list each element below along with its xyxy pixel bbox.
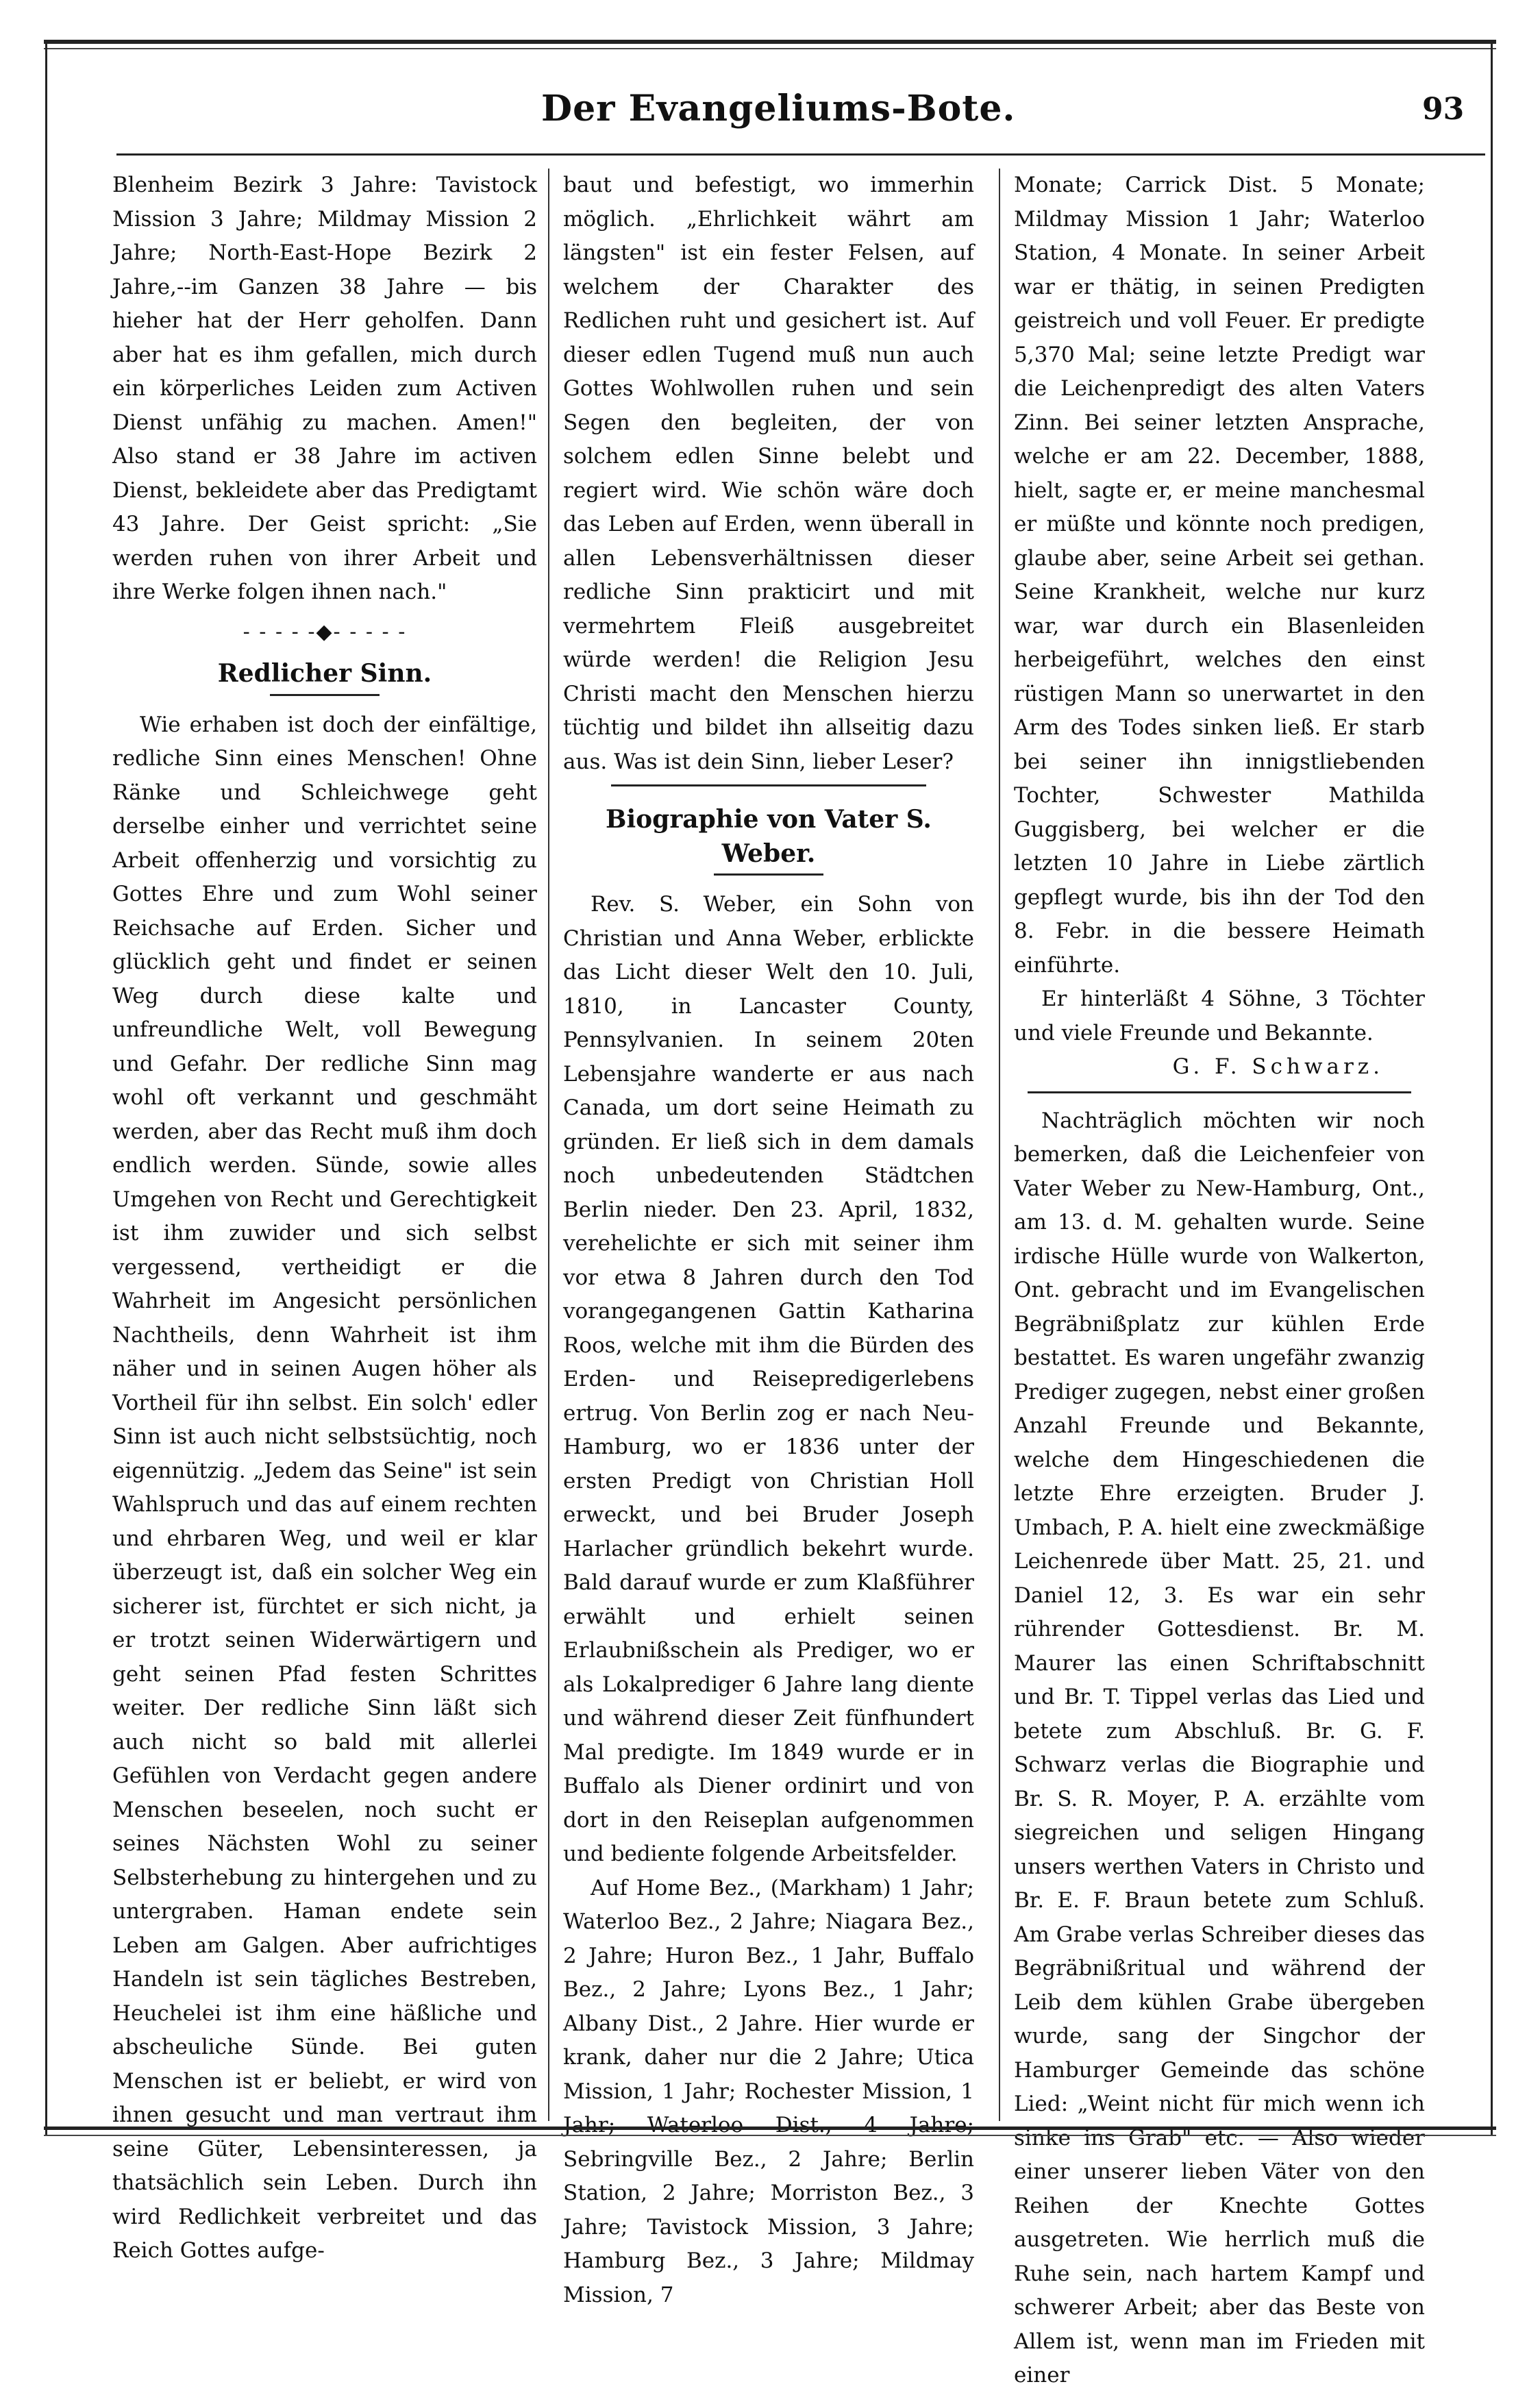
paragraph: Nachträglich möchten wir noch bemerken, daß die Leichenfeier von Vater Weber zu New-Hamburg, Ont., am 13. d. M. gehalten wurde. Seine irdische Hülle wurde von Walkerton, Ont. gebracht und im Evangelischen Begräbnißplatz zur kühlen Erde bestattet. Es waren ungefähr zwanzig Prediger zugegen, nebst einer großen Anzahl Freunde und Bekannte, welche dem Hingeschiedenen die letzte Ehre erzeigten. Bruder J. Umbach, P. A. hielt eine zweckmäßige Leichenrede über Matt. 25, 21. und Daniel 12, 3. Es war ein sehr rührender Gottesdienst. Br. M. Maurer las einen Schriftabschnitt und Br. T. Tippel verlas das Lied und betete zum Abschluß. Br. G. F. Schwarz verlas die Biographie und Br. S. R. Moyer, P. A. erzählte vom siegreichen und seligen Hingang unsers werthen Vaters in Christo und Br. E. F. Braun betete zum Schluß. Am Grabe verlas Schreiber dieses das Begräbnißritual und während der Leib dem kühlen Grabe übergeben wurde, sang der Singchor der Hamburger Gemeinde das schöne Lied: „Weint nicht für mich wenn ich sinke ins Grab" etc. — Also wieder einer unserer lieben Väter von den Reihen der Knechte Gottes ausgetreten. Wie herrlich muß die Ruhe sein, nach hartem Kampf und schwerer Arbeit; aber das Beste von Allem ist, wenn man im Frieden mit einer: [1014, 1108, 1425, 2388]
signature: G. F. Schwarz.: [1172, 1054, 1384, 1079]
paragraph: Rev. S. Weber, ein Sohn von Christian und Anna Weber, erblickte das Licht dieser Welt den 10. Juli, 1810, in Lancaster County, Pennsylvanien. In seinem 20ten Lebensjahre wanderte er aus nach Canada, um dort seine Heimath zu gründen. Er ließ sich in dem damals noch unbedeutenden Städtchen Berlin nieder. Den 23. April, 1832, verehelichte er sich mit seiner ihm vor etwa 8 Jahren durch den Tod vorangegangenen Gattin Katharina Roos, welche mit ihm die Bürden des Erden- und Reisepredigerlebens ertrug. Von Berlin zog er nach Neu-Hamburg, wo er 1836 unter der ersten Predigt von Christian Holl erweckt, und bei Bruder Joseph Harlacher gründlich bekehrt wurde. Bald darauf wurde er zum Klaßführer erwählt und erhielt seinen Erlaubnißschein als Prediger, wo er als Lokalprediger 6 Jahre lang diente und während dieser Zeit fünfhundert Mal predigte. Im 1849 wurde er in Buffalo als Diener ordinirt und von dort in den Reiseplan aufgenommen und bediente folgende Arbeitsfelder.: [563, 892, 974, 1866]
paragraph: Er hinterläßt 4 Söhne, 3 Töchter und viele Freunde und Bekannte.: [1014, 987, 1425, 1045]
section-title: Redlicher Sinn.: [217, 659, 432, 688]
column-1: [112, 169, 537, 2263]
paragraph: Monate; Carrick Dist. 5 Monate; Mildmay Mission 1 Jahr; Waterloo Station, 4 Monate. In seiner Arbeit war er thätig, in seinen Predigten geistreich und voll Feuer. Er predigte 5,370 Mal; seine letzte Predigt war die Leichenpredigt des alten Vaters Zinn. Bei seiner letzten Ansprache, welche er am 22. December, 1888, hielt, sagte er, er meine manchesmal er müßte und könnte noch predigen, glaube aber, seine Arbeit sei gethan. Seine Krankheit, welche nur kurz war, war durch ein Blasenleiden herbeigeführt, welches den einst rüstigen Mann so unerwartet in den Arm des Todes sinken ließ. Er starb bei seiner ihn innigstliebenden Tochter, Schwester Mathilda Guggisberg, bei welcher er die letzten 10 Jahre in Liebe zärtlich gepflegt wurde, bis ihn der Tod den 8. Febr. in die bessere Heimath einführte.: [1014, 173, 1425, 978]
section-separator-rule: [1028, 1091, 1411, 1093]
left-border-rule: [45, 40, 47, 2136]
bottom-border-rule: [44, 2127, 1496, 2130]
column-separator: [548, 169, 549, 2121]
paragraph: Wie erhaben ist doch der einfältige, redliche Sinn eines Menschen! Ohne Ränke und Schleichwege geht derselbe einher und verrichtet seine Arbeit offenherzig und vorsichtig zu Gottes Ehre und zum Wohl seiner Reichsache auf Erden. Sicher und glücklich geht und findet er seinen Weg durch diese kalte und unfreundliche Welt, voll Bewegung und Gefahr. Der redliche Sinn mag wohl oft verkannt und geschmäht werden, aber das Recht muß ihm doch endlich werden. Sünde, sowie alles Umgehen von Recht und Gerechtigkeit ist ihm zuwider und sich selbst vergessend, vertheidigt er die Wahrheit im Angesicht persönlichen Nachtheils, denn Wahrheit ist ihm näher und in seinen Augen höher als Vortheil für ihn selbst. Ein solch' edler Sinn ist auch nicht selbstsüchtig, noch eigennützig. „Jedem das Seine" ist sein Wahlspruch und das auf einem rechten und ehrbaren Weg, und weil er klar überzeugt ist, daß ein solcher Weg ein sicherer ist, fürchtet er sich nicht, ja er trotzt seinen Widerwärtigern und geht seinen Pfad festen Schrittes weiter. Der redliche Sinn läßt sich auch nicht so bald mit allerlei Gefühlen von Verdacht gegen andere Menschen beseelen, noch sucht er seines Nächsten Wohl zu seiner Selbsterhebung zu hintergehen und zu untergraben. Haman endete sein Leben am Galgen. Aber aufrichtiges Handeln ist sein tägliches Bestreben, Heuchelei ist ihm eine häßliche und abscheuliche Sünde. Bei guten Menschen ist er beliebt, er wird von ihnen gesucht und man vertraut ihm seine Güter, Lebensinteressen, ja thatsächlich sein Leben. Durch ihn wird Redlichkeit verbreitet und das Reich Gottes aufge-: [112, 712, 537, 2263]
page-header: [0, 88, 1540, 149]
title-rule: [270, 694, 380, 696]
column-2: [563, 169, 974, 2307]
title-rule: [714, 873, 823, 876]
top-border-rule-thin: [44, 48, 1496, 49]
running-title: Der Evangeliums-Bote.: [541, 88, 1016, 129]
paragraph: Auf Home Bez., (Markham) 1 Jahr; Waterloo Bez., 2 Jahre; Niagara Bez., 2 Jahre; Huron Bez., 1 Jahr, Buffalo Bez., 2 Jahre; Lyons Bez., 1 Jahr; Albany Dist., 2 Jahre. Hier wurde er krank, daher nur die 2 Jahre; Utica Mission, 1 Jahr; Rochester Mission, 1 Jahr; Waterloo Dist., 4 Jahre; Sebringville Bez., 2 Jahre; Berlin Station, 2 Jahre; Morriston Bez., 3 Jahre; Tavistock Mission, 3 Jahre; Hamburg Bez., 3 Jahre; Mildmay Mission, 7: [563, 1875, 974, 2307]
paragraph: Blenheim Bezirk 3 Jahre: Tavistock Mission 3 Jahre; Mildmay Mission 2 Jahre; North-East-Hope Bezirk 2 Jahre,--im Ganzen 38 Jahre — bis hieher hat der Herr geholfen. Dann aber hat es ihm gefallen, mich durch ein körperliches Leiden zum Activen Dienst unfähig zu machen. Amen!" Also stand er 38 Jahre im activen Dienst, bekleidete aber das Predigtamt 43 Jahre. Der Geist spricht: „Sie werden ruhen von ihrer Arbeit und ihre Werke folgen ihnen nach.": [112, 173, 537, 604]
right-border-rule: [1491, 40, 1493, 2136]
paragraph: baut und befestigt, wo immerhin möglich. „Ehrlichkeit währt am längsten" ist ein fester Felsen, auf welchem der Charakter des Redlichen ruht und gesichert ist. Auf dieser edlen Tugend muß nun auch Gottes Wohlwollen ruhen und sein Segen den begleiten, der von solchem edlen Sinne belebt und regiert wird. Wie schön wäre doch das Leben auf Erden, wenn überall in allen Lebensverhältnissen dieser redliche Sinn prakticirt und mit vermehrtem Fleiß ausgebreitet würde werden! die Religion Jesu Christi macht den Menschen hierzu tüchtig und bildet ihn allseitig dazu aus. Was ist dein Sinn, lieber Leser?: [563, 173, 974, 774]
bottom-border-rule-thin: [44, 2135, 1496, 2136]
column-separator: [999, 169, 1000, 2121]
section-separator-rule: [611, 784, 926, 786]
header-rule: [116, 153, 1485, 156]
ornament-divider: - - - - -◆- - - - -: [243, 619, 407, 644]
column-3: [1014, 169, 1425, 2388]
section-title: Biographie von Vater S. Weber.: [606, 805, 932, 868]
top-border-rule: [44, 40, 1496, 44]
page-number: 93: [1422, 92, 1465, 127]
